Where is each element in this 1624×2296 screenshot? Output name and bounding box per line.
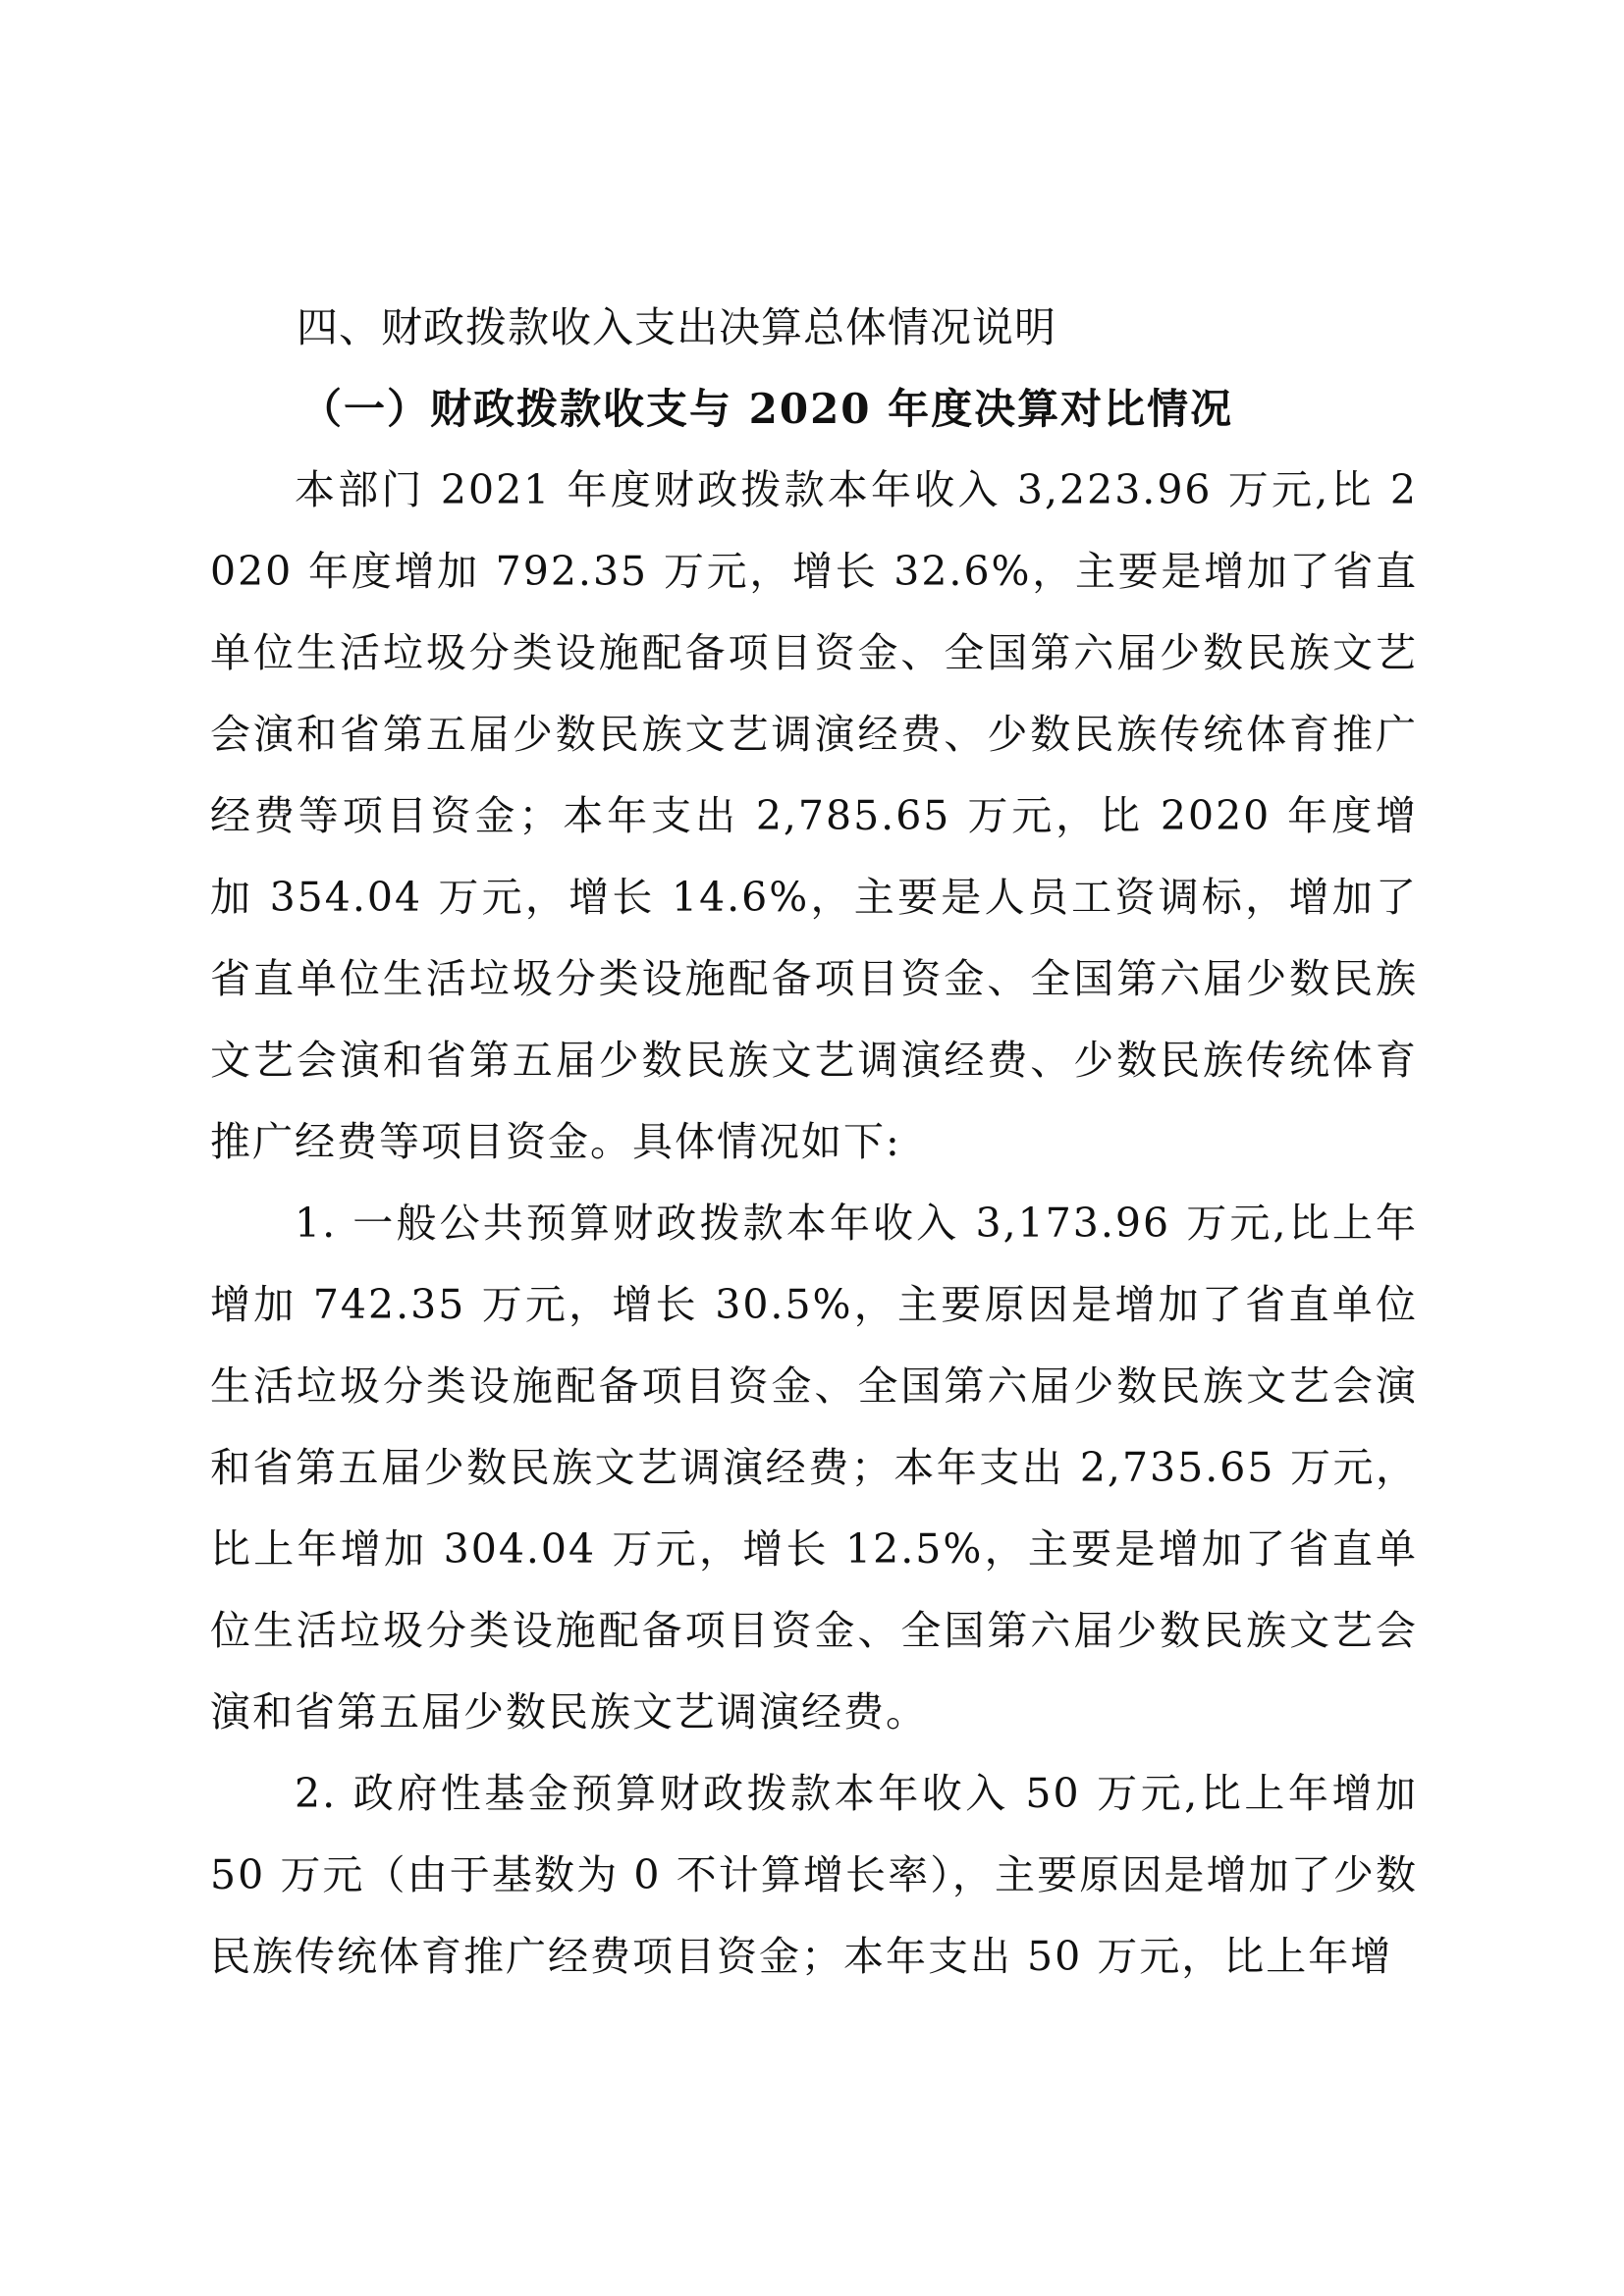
subsection-heading: （一）财政拨款收支与 2020 年度决算对比情况 (300, 385, 1234, 433)
document-body (210, 287, 1418, 1998)
section-heading: 四、财政拨款收入支出决算总体情况说明 (297, 303, 1057, 351)
paragraph-overview: 本部门 2021 年度财政拨款本年收入 3,223.96 万元,比 2020 年度增加 792.35 万元，增长 32.6%，主要是增加了省直单位生活垃圾分类设施配备项目资金、全国第六届少数民族文艺会演和省第五届少数民族文艺调演经费、少数民族传统体育推广经费等项目资金；本年支出 2,785.65 万元，比 2020 年度增加 354.04 万元，增长 14.6%，主要是人员工资调标，增加了省直单位生活垃圾分类设施配备项目资金、全国第六届少数民族文艺会演和省第五届少数民族文艺调演经费、少数民族传统体育推广经费等项目资金。具体情况如下: (210, 466, 1418, 1165)
paragraph-government-fund: 2. 政府性基金预算财政拨款本年收入 50 万元,比上年增加 50 万元（由于基数为 0 不计算增长率），主要原因是增加了少数民族传统体育推广经费项目资金；本年支出 50 万元，比上年增 (210, 1770, 1418, 1980)
paragraph-general-budget: 1. 一般公共预算财政拨款本年收入 3,173.96 万元,比上年增加 742.35 万元，增长 30.5%，主要原因是增加了省直单位生活垃圾分类设施配备项目资金、全国第六届少数民族文艺会演和省第五届少数民族文艺调演经费；本年支出 2,735.65 万元，比上年增加 304.04 万元，增长 12.5%，主要是增加了省直单位生活垃圾分类设施配备项目资金、全国第六届少数民族文艺会演和省第五届少数民族文艺调演经费。 (210, 1200, 1418, 1735)
